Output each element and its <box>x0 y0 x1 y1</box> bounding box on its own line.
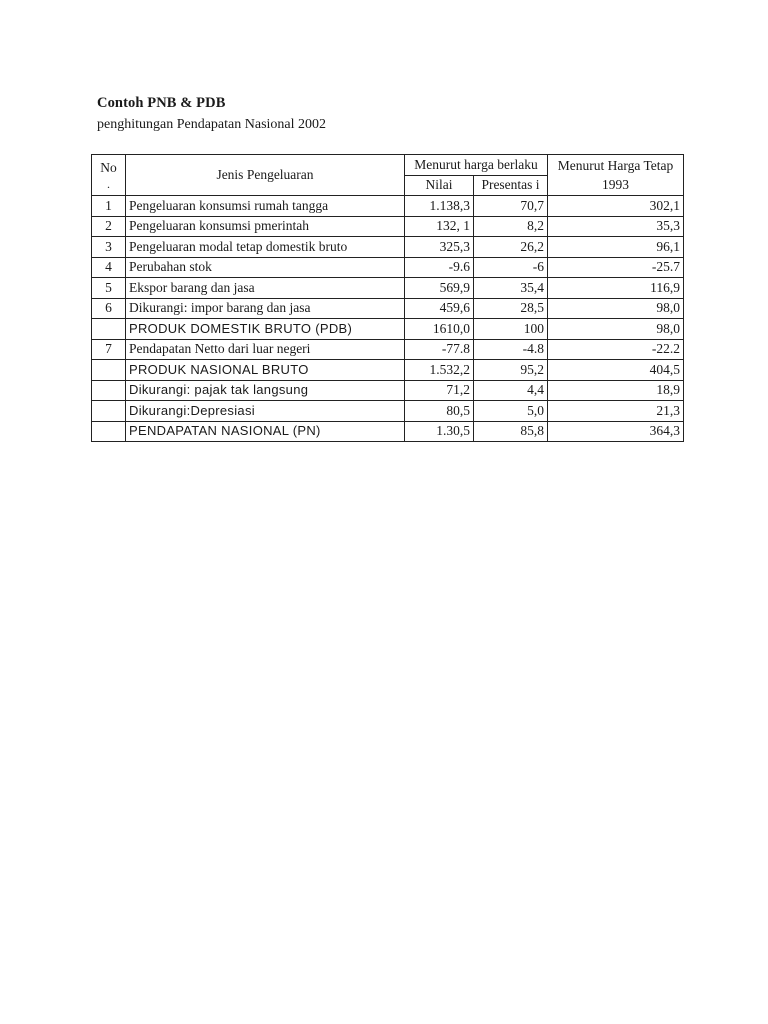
row-harga-tetap: 98,0 <box>548 298 684 319</box>
row-nilai: -9.6 <box>405 257 474 278</box>
header-harga-tetap: Menurut Harga Tetap <box>548 155 684 176</box>
document-subtitle: penghitungan Pendapatan Nasional 2002 <box>97 117 327 132</box>
header-harga-berlaku: Menurut harga berlaku <box>405 155 548 176</box>
row-nilai: 132, 1 <box>405 216 474 237</box>
row-jenis-pengeluaran: Pengeluaran konsumsi rumah tangga <box>126 196 405 217</box>
document-title: Contoh PNB & PDB <box>97 95 226 111</box>
table-header-row <box>92 155 684 176</box>
row-jenis-pengeluaran: Pengeluaran konsumsi pmerintah <box>126 216 405 237</box>
row-presentasi: 26,2 <box>474 237 548 258</box>
row-jenis-pengeluaran: Dikurangi:Depresiasi <box>126 401 405 422</box>
header-nilai: Nilai <box>405 175 474 196</box>
row-number: 1 <box>92 196 126 217</box>
row-jenis-pengeluaran: Dikurangi: impor barang dan jasa <box>126 298 405 319</box>
row-number <box>92 421 126 442</box>
table-row <box>92 421 684 442</box>
row-number <box>92 380 126 401</box>
row-jenis-pengeluaran: Pendapatan Netto dari luar negeri <box>126 339 405 360</box>
row-presentasi: 70,7 <box>474 196 548 217</box>
row-presentasi: 35,4 <box>474 278 548 299</box>
row-nilai: -77.8 <box>405 339 474 360</box>
table-row <box>92 401 684 422</box>
row-number <box>92 360 126 381</box>
row-jenis-pengeluaran: Dikurangi: pajak tak langsung <box>126 380 405 401</box>
table-row <box>92 196 684 217</box>
row-harga-tetap: 98,0 <box>548 319 684 340</box>
row-number <box>92 401 126 422</box>
row-presentasi: 100 <box>474 319 548 340</box>
row-number: 7 <box>92 339 126 360</box>
row-harga-tetap: 302,1 <box>548 196 684 217</box>
row-harga-tetap: 116,9 <box>548 278 684 299</box>
row-nilai: 1.532,2 <box>405 360 474 381</box>
row-presentasi: 28,5 <box>474 298 548 319</box>
row-nilai: 1.30,5 <box>405 421 474 442</box>
table-row <box>92 380 684 401</box>
row-harga-tetap: 21,3 <box>548 401 684 422</box>
row-nilai: 569,9 <box>405 278 474 299</box>
row-jenis-pengeluaran: PRODUK NASIONAL BRUTO <box>126 360 405 381</box>
row-nilai: 1610,0 <box>405 319 474 340</box>
header-presentasi: Presentas i <box>474 175 548 196</box>
row-harga-tetap: 35,3 <box>548 216 684 237</box>
row-nilai: 80,5 <box>405 401 474 422</box>
row-number: 3 <box>92 237 126 258</box>
row-harga-tetap: 364,3 <box>548 421 684 442</box>
table-row <box>92 237 684 258</box>
header-jenis-pengeluaran: Jenis Pengeluaran <box>126 155 405 196</box>
row-presentasi: -6 <box>474 257 548 278</box>
row-nilai: 325,3 <box>405 237 474 258</box>
table-row <box>92 216 684 237</box>
row-number: 5 <box>92 278 126 299</box>
row-jenis-pengeluaran: Pengeluaran modal tetap domestik bruto <box>126 237 405 258</box>
row-presentasi: 85,8 <box>474 421 548 442</box>
row-harga-tetap: 18,9 <box>548 380 684 401</box>
row-presentasi: -4.8 <box>474 339 548 360</box>
row-nilai: 71,2 <box>405 380 474 401</box>
row-jenis-pengeluaran: PRODUK DOMESTIK BRUTO (PDB) <box>126 319 405 340</box>
row-harga-tetap: 96,1 <box>548 237 684 258</box>
header-no: No . <box>92 155 126 196</box>
table-row <box>92 278 684 299</box>
row-harga-tetap: -22.2 <box>548 339 684 360</box>
row-harga-tetap: 404,5 <box>548 360 684 381</box>
table-row <box>92 298 684 319</box>
row-presentasi: 95,2 <box>474 360 548 381</box>
row-number <box>92 319 126 340</box>
table-row <box>92 339 684 360</box>
row-jenis-pengeluaran: PENDAPATAN NASIONAL (PN) <box>126 421 405 442</box>
row-nilai: 1.138,3 <box>405 196 474 217</box>
table-row <box>92 257 684 278</box>
row-jenis-pengeluaran: Perubahan stok <box>126 257 405 278</box>
row-presentasi: 8,2 <box>474 216 548 237</box>
row-presentasi: 4,4 <box>474 380 548 401</box>
row-harga-tetap: -25.7 <box>548 257 684 278</box>
row-number: 6 <box>92 298 126 319</box>
row-nilai: 459,6 <box>405 298 474 319</box>
table-row <box>92 360 684 381</box>
header-tetap-year: 1993 <box>548 175 684 196</box>
row-number: 2 <box>92 216 126 237</box>
table-row <box>92 319 684 340</box>
row-jenis-pengeluaran: Ekspor barang dan jasa <box>126 278 405 299</box>
row-presentasi: 5,0 <box>474 401 548 422</box>
national-income-table <box>91 154 684 442</box>
row-number: 4 <box>92 257 126 278</box>
